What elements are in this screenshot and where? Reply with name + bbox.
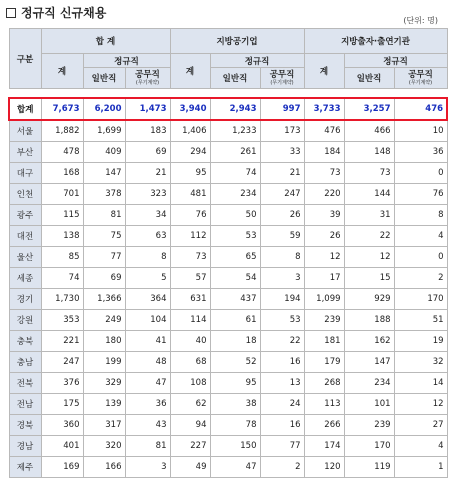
region-cell: 대전	[9, 226, 41, 247]
value-cell: 173	[260, 120, 304, 142]
header-total-3: 계	[304, 54, 344, 89]
value-cell: 59	[260, 226, 304, 247]
value-cell: 4	[394, 226, 447, 247]
header-regular-3: 정규직	[344, 54, 447, 68]
header-general-3: 일반직	[344, 68, 394, 89]
value-cell: 929	[344, 289, 394, 310]
table-row	[9, 394, 447, 415]
value-cell: 162	[344, 331, 394, 352]
value-cell: 112	[170, 226, 210, 247]
value-cell: 104	[125, 310, 170, 331]
value-cell: 144	[344, 184, 394, 205]
value-cell: 74	[41, 268, 83, 289]
value-cell: 317	[83, 415, 125, 436]
table-row	[9, 142, 447, 163]
value-cell: 2,943	[210, 98, 260, 120]
value-cell: 115	[41, 205, 83, 226]
table-row	[9, 268, 447, 289]
value-cell: 364	[125, 289, 170, 310]
table-row	[9, 352, 447, 373]
value-cell: 21	[125, 163, 170, 184]
value-cell: 19	[394, 331, 447, 352]
value-cell: 62	[170, 394, 210, 415]
value-cell: 43	[125, 415, 170, 436]
value-cell: 1,099	[304, 289, 344, 310]
region-cell: 경남	[9, 436, 41, 457]
header-regular-2: 정규직	[210, 54, 304, 68]
value-cell: 22	[344, 226, 394, 247]
value-cell: 52	[210, 352, 260, 373]
value-cell: 33	[260, 142, 304, 163]
value-cell: 61	[210, 310, 260, 331]
value-cell: 8	[394, 205, 447, 226]
table-row	[9, 373, 447, 394]
value-cell: 1,406	[170, 120, 210, 142]
value-cell: 81	[83, 205, 125, 226]
region-cell: 부산	[9, 142, 41, 163]
table-row	[9, 310, 447, 331]
region-cell: 세종	[9, 268, 41, 289]
value-cell: 476	[394, 98, 447, 120]
value-cell: 53	[210, 226, 260, 247]
table-row	[9, 205, 447, 226]
value-cell: 41	[125, 331, 170, 352]
region-cell: 서울	[9, 120, 41, 142]
value-cell: 188	[344, 310, 394, 331]
value-cell: 120	[304, 457, 344, 478]
value-cell: 73	[304, 163, 344, 184]
table-row	[9, 331, 447, 352]
value-cell: 22	[260, 331, 304, 352]
value-cell: 3,733	[304, 98, 344, 120]
value-cell: 76	[170, 205, 210, 226]
value-cell: 329	[83, 373, 125, 394]
spacer-row	[9, 89, 447, 99]
value-cell: 74	[210, 163, 260, 184]
header-total-1: 계	[41, 54, 83, 89]
region-cell: 충남	[9, 352, 41, 373]
value-cell: 3,257	[344, 98, 394, 120]
value-cell: 15	[344, 268, 394, 289]
value-cell: 31	[344, 205, 394, 226]
value-cell: 139	[83, 394, 125, 415]
value-cell: 147	[83, 163, 125, 184]
value-cell: 69	[125, 142, 170, 163]
value-cell: 101	[344, 394, 394, 415]
value-cell: 1,699	[83, 120, 125, 142]
value-cell: 77	[260, 436, 304, 457]
value-cell: 3	[260, 268, 304, 289]
region-cell: 광주	[9, 205, 41, 226]
value-cell: 181	[304, 331, 344, 352]
unit-label: (단위: 명)	[403, 16, 438, 25]
value-cell: 10	[394, 120, 447, 142]
value-cell: 409	[83, 142, 125, 163]
value-cell: 65	[210, 247, 260, 268]
value-cell: 323	[125, 184, 170, 205]
value-cell: 1,882	[41, 120, 83, 142]
value-cell: 48	[125, 352, 170, 373]
value-cell: 7,673	[41, 98, 83, 120]
value-cell: 183	[125, 120, 170, 142]
value-cell: 18	[210, 331, 260, 352]
value-cell: 73	[344, 163, 394, 184]
checkbox-square-icon	[6, 8, 16, 18]
value-cell: 148	[344, 142, 394, 163]
header-total-2: 계	[170, 54, 210, 89]
value-cell: 14	[394, 373, 447, 394]
value-cell: 466	[344, 120, 394, 142]
value-cell: 184	[304, 142, 344, 163]
value-cell: 12	[394, 394, 447, 415]
value-cell: 266	[304, 415, 344, 436]
value-cell: 437	[210, 289, 260, 310]
value-cell: 77	[83, 247, 125, 268]
value-cell: 13	[260, 373, 304, 394]
value-cell: 1,473	[125, 98, 170, 120]
value-cell: 360	[41, 415, 83, 436]
region-cell: 대구	[9, 163, 41, 184]
value-cell: 69	[83, 268, 125, 289]
value-cell: 631	[170, 289, 210, 310]
header-public-2: 공무직 (무기계약)	[260, 68, 304, 89]
region-cell: 경기	[9, 289, 41, 310]
table-row	[9, 415, 447, 436]
value-cell: 8	[260, 247, 304, 268]
value-cell: 378	[83, 184, 125, 205]
value-cell: 1,730	[41, 289, 83, 310]
value-cell: 476	[304, 120, 344, 142]
value-cell: 95	[170, 163, 210, 184]
value-cell: 268	[304, 373, 344, 394]
value-cell: 12	[344, 247, 394, 268]
value-cell: 247	[260, 184, 304, 205]
value-cell: 701	[41, 184, 83, 205]
table-row	[9, 163, 447, 184]
value-cell: 221	[41, 331, 83, 352]
value-cell: 1	[394, 457, 447, 478]
value-cell: 194	[260, 289, 304, 310]
value-cell: 51	[394, 310, 447, 331]
value-cell: 401	[41, 436, 83, 457]
value-cell: 26	[304, 226, 344, 247]
value-cell: 1,366	[83, 289, 125, 310]
value-cell: 175	[41, 394, 83, 415]
header-general-1: 일반직	[83, 68, 125, 89]
value-cell: 108	[170, 373, 210, 394]
value-cell: 76	[394, 184, 447, 205]
value-cell: 220	[304, 184, 344, 205]
value-cell: 199	[83, 352, 125, 373]
value-cell: 138	[41, 226, 83, 247]
region-cell: 경북	[9, 415, 41, 436]
header-regular-1: 정규직	[83, 54, 170, 68]
value-cell: 2	[394, 268, 447, 289]
value-cell: 85	[41, 247, 83, 268]
value-cell: 81	[125, 436, 170, 457]
value-cell: 32	[394, 352, 447, 373]
value-cell: 94	[170, 415, 210, 436]
value-cell: 249	[83, 310, 125, 331]
value-cell: 39	[304, 205, 344, 226]
title-text: 정규직 신규채용	[21, 6, 107, 20]
header-public-1: 공무직 (무기계약)	[125, 68, 170, 89]
value-cell: 170	[394, 289, 447, 310]
value-cell: 180	[83, 331, 125, 352]
value-cell: 36	[394, 142, 447, 163]
value-cell: 168	[41, 163, 83, 184]
value-cell: 17	[304, 268, 344, 289]
value-cell: 54	[210, 268, 260, 289]
total-row	[9, 98, 447, 120]
region-cell: 인천	[9, 184, 41, 205]
value-cell: 47	[210, 457, 260, 478]
region-cell: 울산	[9, 247, 41, 268]
value-cell: 147	[344, 352, 394, 373]
value-cell: 997	[260, 98, 304, 120]
value-cell: 478	[41, 142, 83, 163]
value-cell: 57	[170, 268, 210, 289]
value-cell: 169	[41, 457, 83, 478]
value-cell: 166	[83, 457, 125, 478]
value-cell: 26	[260, 205, 304, 226]
value-cell: 179	[304, 352, 344, 373]
table-row	[9, 247, 447, 268]
table-row	[9, 226, 447, 247]
value-cell: 150	[210, 436, 260, 457]
header-public-3: 공무직 (무기계약)	[394, 68, 447, 89]
value-cell: 21	[260, 163, 304, 184]
value-cell: 16	[260, 415, 304, 436]
value-cell: 95	[210, 373, 260, 394]
header-group-funded-institution: 지방출자·출연기관	[304, 29, 447, 54]
value-cell: 234	[210, 184, 260, 205]
value-cell: 239	[304, 310, 344, 331]
value-cell: 5	[125, 268, 170, 289]
header-general-2: 일반직	[210, 68, 260, 89]
value-cell: 113	[304, 394, 344, 415]
value-cell: 49	[170, 457, 210, 478]
value-cell: 53	[260, 310, 304, 331]
value-cell: 1,233	[210, 120, 260, 142]
value-cell: 12	[304, 247, 344, 268]
value-cell: 68	[170, 352, 210, 373]
region-cell: 전북	[9, 373, 41, 394]
value-cell: 47	[125, 373, 170, 394]
value-cell: 78	[210, 415, 260, 436]
value-cell: 24	[260, 394, 304, 415]
value-cell: 119	[344, 457, 394, 478]
value-cell: 34	[125, 205, 170, 226]
value-cell: 376	[41, 373, 83, 394]
value-cell: 63	[125, 226, 170, 247]
value-cell: 4	[394, 436, 447, 457]
value-cell: 8	[125, 247, 170, 268]
value-cell: 27	[394, 415, 447, 436]
value-cell: 0	[394, 163, 447, 184]
value-cell: 239	[344, 415, 394, 436]
table-row	[9, 289, 447, 310]
region-cell: 전남	[9, 394, 41, 415]
value-cell: 227	[170, 436, 210, 457]
header-group-local-enterprise: 지방공기업	[170, 29, 304, 54]
value-cell: 481	[170, 184, 210, 205]
value-cell: 50	[210, 205, 260, 226]
value-cell: 40	[170, 331, 210, 352]
value-cell: 16	[260, 352, 304, 373]
value-cell: 6,200	[83, 98, 125, 120]
region-cell: 제주	[9, 457, 41, 478]
table-row	[9, 184, 447, 205]
value-cell: 0	[394, 247, 447, 268]
table-row	[9, 120, 447, 142]
value-cell: 261	[210, 142, 260, 163]
value-cell: 170	[344, 436, 394, 457]
value-cell: 247	[41, 352, 83, 373]
value-cell: 114	[170, 310, 210, 331]
value-cell: 294	[170, 142, 210, 163]
region-cell: 합계	[9, 98, 41, 120]
value-cell: 36	[125, 394, 170, 415]
value-cell: 38	[210, 394, 260, 415]
region-cell: 강원	[9, 310, 41, 331]
value-cell: 73	[170, 247, 210, 268]
value-cell: 3,940	[170, 98, 210, 120]
header-group-total: 합 계	[41, 29, 170, 54]
value-cell: 2	[260, 457, 304, 478]
value-cell: 320	[83, 436, 125, 457]
header-category: 구분	[9, 29, 41, 89]
value-cell: 75	[83, 226, 125, 247]
value-cell: 353	[41, 310, 83, 331]
value-cell: 3	[125, 457, 170, 478]
value-cell: 174	[304, 436, 344, 457]
value-cell: 234	[344, 373, 394, 394]
section-title	[6, 4, 106, 21]
table-row	[9, 436, 447, 457]
hiring-table	[8, 28, 448, 478]
table-row	[9, 457, 447, 478]
region-cell: 충북	[9, 331, 41, 352]
